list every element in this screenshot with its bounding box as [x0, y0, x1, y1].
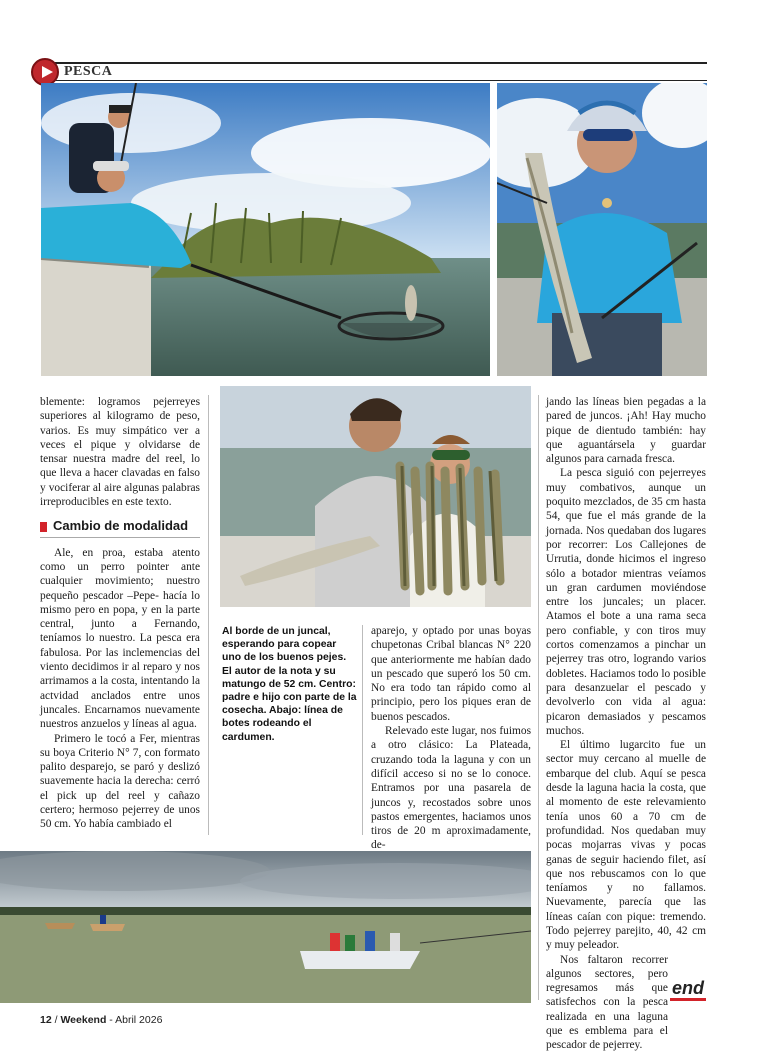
text-column-3 [546, 395, 706, 1053]
paragraph: La pesca siguió con pejerreyes muy combativos, aunque un poquito mezclados, de 35 cm hasta 54, que fue el más grande de la jornada. Nos quedaban dos lugares por recorrer: Los Callejones de Urrutia, donde hicimos el ingreso sólo a botador mientras veíamos un gran cardumen moviéndose entre los juncales; un placer. Atamos el bote a una rama seca pero confiable, y con tiros muy cortos comenzamos a pinchar un pejerrey tras otro, logrando varios dobletes. Haciamos todo lo posible para desanzuelar el pescado y devolverlo con vida al agua: picaron demasiados y pescamos muchos. [546, 467, 706, 737]
header-rule-thin [51, 80, 707, 81]
column-divider [362, 625, 363, 835]
paragraph: aparejo, y optado por unas boyas chupetonas Cribal blancas N° 220 que anteriormente me habían dado un pescado que superó los 50 cm. No era todo tan rápido como al principio, pero los piques eran de buenos pescados. [371, 625, 531, 723]
page-footer [40, 1014, 162, 1026]
photo-netting-fish [41, 83, 490, 376]
subhead-label: Cambio de modalidad [53, 518, 189, 534]
footer-separator: / [51, 1014, 61, 1026]
section-header [31, 58, 707, 86]
column-divider [538, 395, 539, 1000]
photo-angler-with-fish [497, 83, 707, 376]
issue-date: - Abril 2026 [106, 1014, 163, 1026]
header-rule [51, 62, 707, 64]
paragraph: Nos faltaron recorrer algunos sectores, pero regresamos más que satisfechos con la pesca realizada en una laguna que es emblema para el pescador de pejerrey. [546, 953, 668, 1052]
photo-father-and-son [220, 386, 531, 607]
photo-caption: Al borde de un juncal, esperando para copear uno de los buenos pejes. El autor de la nota y su matungo de 52 cm. Centro: padre e hijo con parte de la cosecha. Abajo: línea de botes rodeando el cardumen. [222, 626, 357, 743]
paragraph: El último lugarcito fue un sector muy cercano al muelle de embarque del club. Aquí se pesca desde la laguna hacia la costa, que al momento de este relevamiento tenía unos 60 a 70 cm de profundidad. Nos quedaban muy pocas mojarras vivas y pocas ganas de seguir haciendo filet, así que nos rebuscamos con lo que teníamos y no fallamos. Nuevamente, parecía que las líneas caían con pique: tremendo. Todo pejerrey parejito, 40, 42 cm y muy peleador. [546, 739, 706, 952]
red-square-icon [40, 522, 47, 532]
text-column-1 [40, 395, 200, 832]
magazine-name: Weekend [60, 1014, 107, 1026]
arrow-icon [31, 58, 59, 86]
paragraph: jando las líneas bien pegadas a la pared de juncos. ¡Ah! Hay mucho pique de dientudo también: hay que aguantársela y guardar algunos para carnada fresca. [546, 396, 706, 466]
section-label: PESCA [64, 64, 113, 79]
paragraph: Relevado este lugar, nos fuimos a otro clásico: La Plateada, cruzando toda la laguna y con un difícil acceso si no se lo conoce. Entramos por una pasarela de juncos y, recostados sobre unos pastos emergentes, haciamos unos tiros de 20 m aproximadamente, de- [371, 725, 531, 852]
text-column-2 [371, 624, 531, 853]
paragraph: Primero le tocó a Fer, mientras su boya Criterio N° 7, con formato palito desparejo, se paró y deslizó suavemente hacia la derecha: cerró el pick up del reel y cañazo certero; hermoso pejerrey de unos 50 cm. Yo había cambiado el [40, 732, 200, 831]
page-number: 12 [40, 1014, 52, 1026]
photo-boats-line [0, 851, 531, 1003]
paragraph: blemente: logramos pejerreyes superiores al kilogramo de peso, varios. Es muy simpático ver a veces el pique y olvidarse de tensar nuestra madre del reel, lo que lleva a hacer clavadas en falso y vociferar al aire algunas palabras irreproducibles en este texto. [40, 396, 200, 509]
end-mark: end [670, 979, 706, 1001]
subhead-cambio-de-modalidad [40, 519, 200, 537]
paragraph: Ale, en proa, estaba atento como un perro pointer ante cualquier movimiento; nuestro pequeño pescador –Pepe- hacía lo mismo pero en popa, y en la parte central, junto a Fernando, teníamos lo nuestro. La pesca era fabulosa. Por las inclemencias del viento decidimos ir al reparo y nos arrimamos a la costa, intentando la actvidad anclados entre unos juncales. Encarnamos nuevamente nuestros anzuelos y líneas al agua. [40, 546, 200, 731]
column-divider [208, 395, 209, 835]
